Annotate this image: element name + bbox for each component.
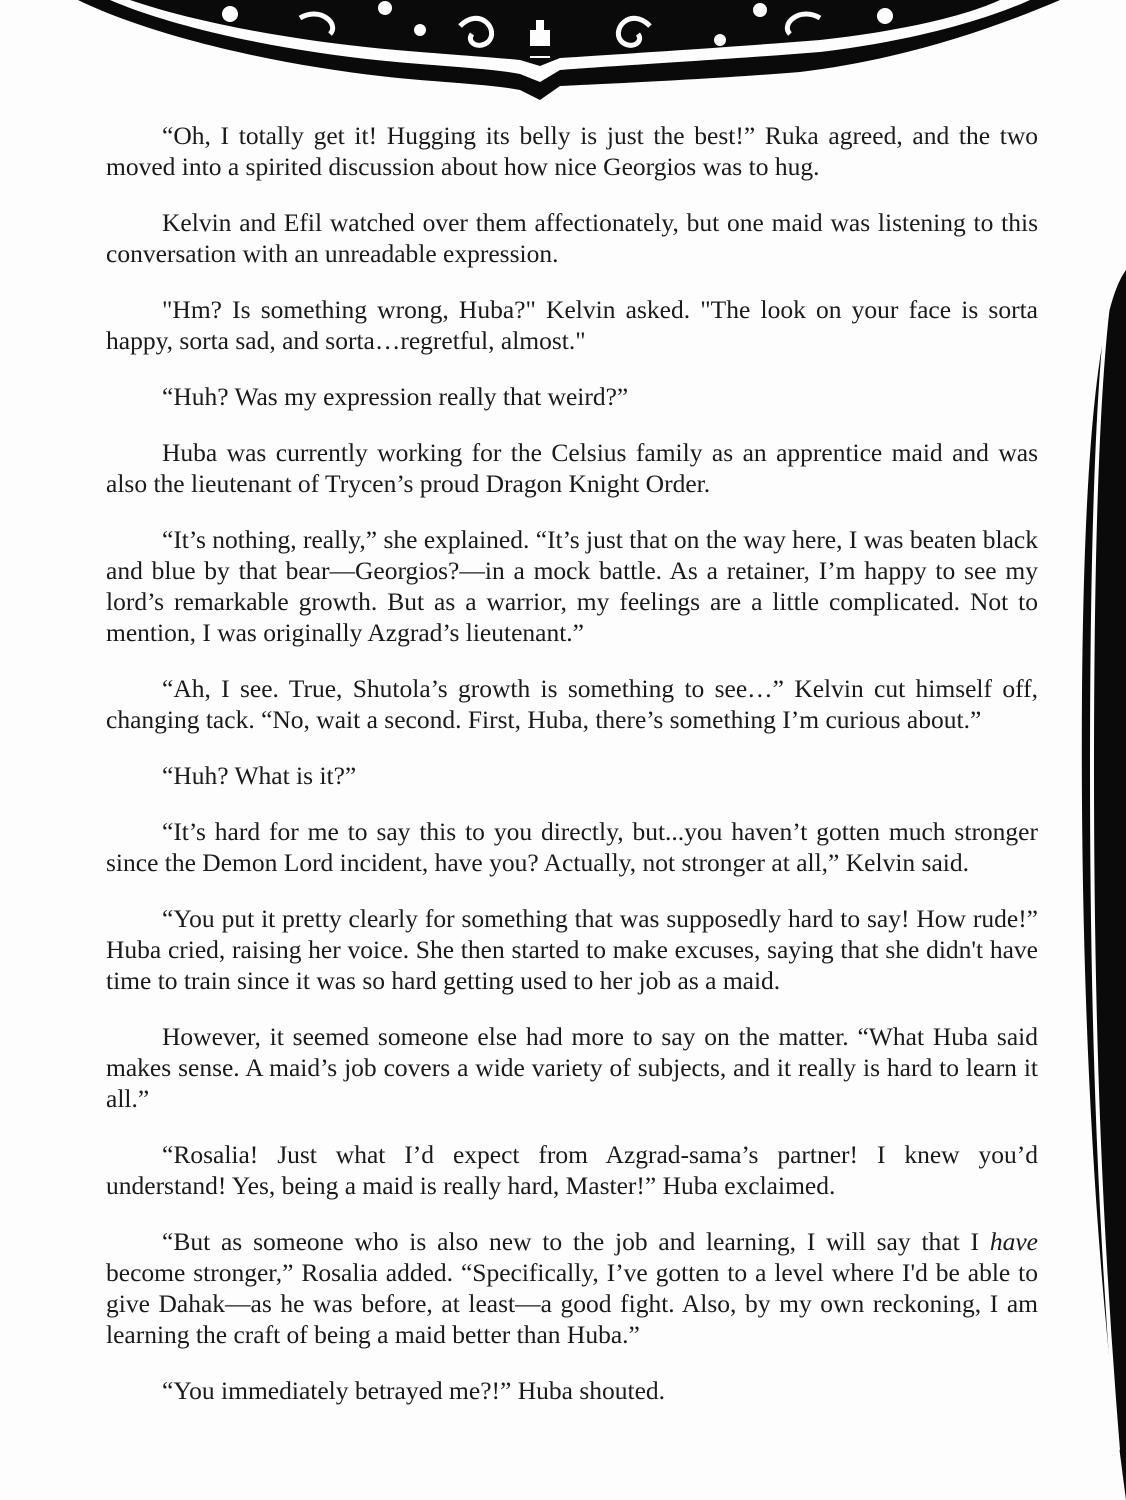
paragraph-final: “You immediately betrayed me?!” Huba shouted. (162, 1376, 666, 1405)
paragraph: “It’s nothing, really,” she explained. “It’s just that on the way here, I was beaten black and blue by that bear—Georgios?—in a mock battle. As a retainer, I’m happy to see my lord’s remarkable growth. But as a warrior, my feelings are a little complicated. Not to mention, I was originally Azgrad’s lieutenant.” (106, 525, 1038, 647)
paragraph: Kelvin and Efil watched over them affectionately, but one maid was listening to this conversation with an unreadable expression. (106, 208, 1038, 268)
paragraph: “You put it pretty clearly for something that was supposedly hard to say! How rude!” Huba cried, raising her voice. She then started to make excuses, saying that she didn't have time to train since it was so hard getting used to her job as a maid. (106, 904, 1038, 995)
paragraph-text: become stronger,” Rosalia added. “Specifically, I’ve gotten to a level where I'd be able to give Dahak—as he was before, at least—a good fight. Also, by my own reckoning, I am learning the craft of being a maid better than Huba.” (106, 1258, 1038, 1349)
paragraph: “It’s hard for me to say this to you directly, but...you haven’t gotten much stronger since the Demon Lord incident, have you? Actually, not stronger at all,” Kelvin said. (106, 817, 1038, 877)
emphasis-text: have (989, 1227, 1038, 1256)
paragraph: Huba was currently working for the Celsius family as an apprentice maid and was also the lieutenant of Trycen’s proud Dragon Knight Order. (106, 438, 1038, 498)
top-ornament-decoration (0, 0, 1126, 110)
paragraph: “Huh? What is it?” (162, 761, 357, 790)
paragraph: "Hm? Is something wrong, Huba?" Kelvin asked. "The look on your face is sorta happy, sorta sad, and sorta…regretful, almost." (106, 295, 1038, 355)
paragraph-rosalia (106, 1226, 1038, 1350)
side-ornament-decoration (1066, 270, 1126, 1500)
paragraph: “Ah, I see. True, Shutola’s growth is something to see…” Kelvin cut himself off, changing tack. “No, wait a second. First, Huba, there’s something I’m curious about.” (106, 674, 1038, 734)
paragraph: However, it seemed someone else had more to say on the matter. “What Huba said makes sense. A maid’s job covers a wide variety of subjects, and it really is hard to learn it all.” (106, 1022, 1038, 1113)
paragraph: “Huh? Was my expression really that weird?” (162, 382, 629, 411)
page-text (106, 120, 1038, 1431)
paragraph: “Rosalia! Just what I’d expect from Azgrad-sama’s partner! I knew you’d understand! Yes, being a maid is really hard, Master!” Huba exclaimed. (106, 1140, 1038, 1200)
paragraph-text: “But as someone who is also new to the job and learning, I will say that I (162, 1227, 990, 1256)
paragraph: “Oh, I totally get it! Hugging its belly is just the best!” Ruka agreed, and the two moved into a spirited discussion about how nice Georgios was to hug. (106, 121, 1038, 181)
